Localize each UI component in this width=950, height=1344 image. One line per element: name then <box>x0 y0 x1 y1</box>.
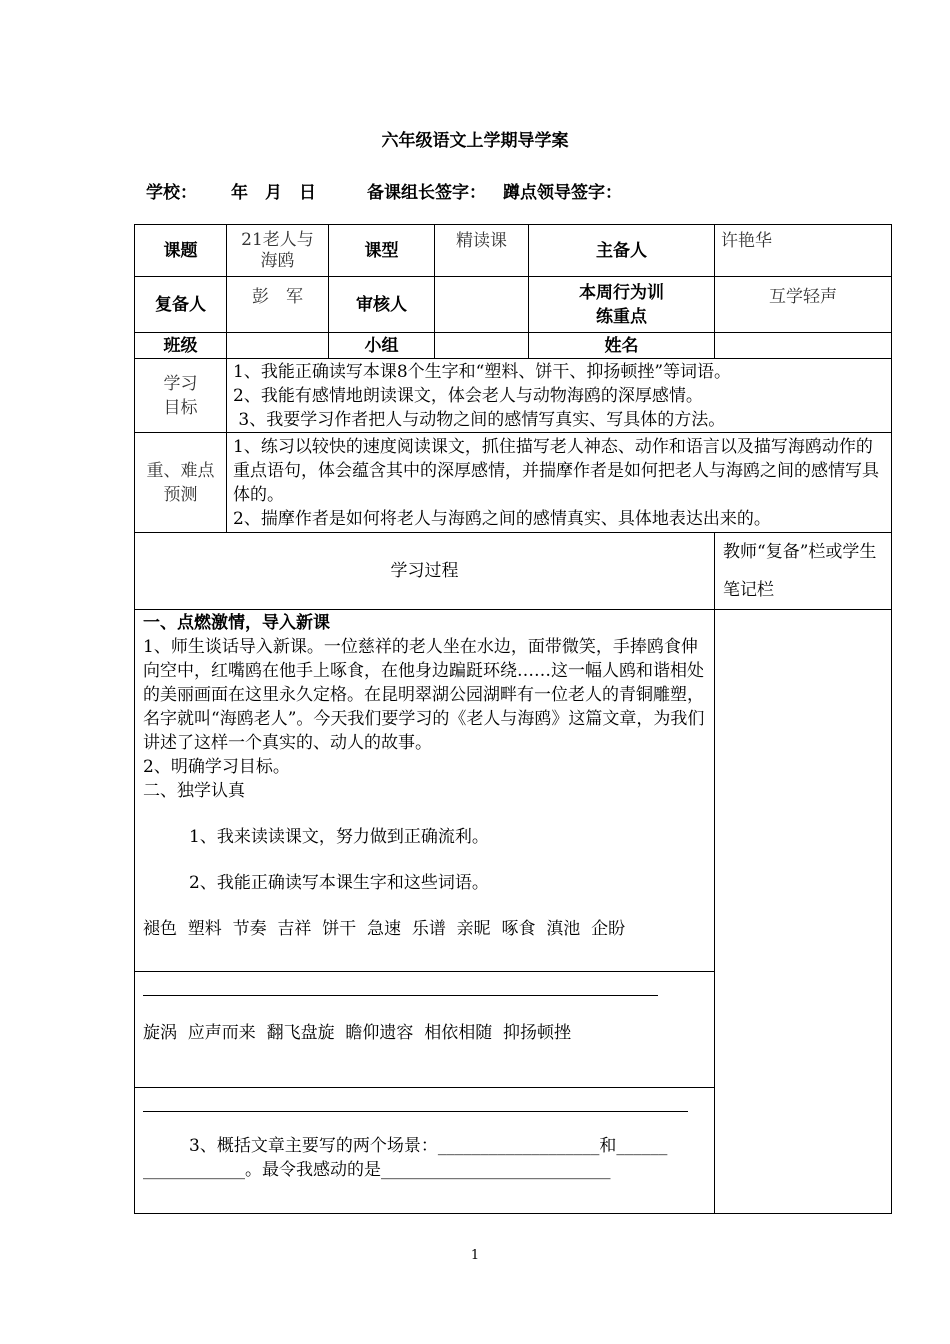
goal-item: 3、我要学习作者把人与动物之间的感情写真实、写具体的方法。 <box>233 409 726 430</box>
name-label: 姓名 <box>529 333 715 359</box>
main-preparer-value: 许艳华 <box>715 225 892 277</box>
row-topic <box>135 225 892 277</box>
task-2: 2、我能正确读写本课生字和这些词语。 <box>189 873 489 893</box>
goals-label: 学习目标 <box>135 359 227 433</box>
goal-line: 2、明确学习目标。 <box>143 757 290 777</box>
row-reviewer <box>135 277 892 333</box>
focus-item: 2、揣摩作者是如何将老人与海鸥之间的感情真实、具体地表达出来的。 <box>233 508 771 529</box>
notes-column <box>715 610 892 1214</box>
answer-line <box>135 971 715 972</box>
word-list-1: 褪色 塑料 节奏 吉祥 饼干 急速 乐谱 亲昵 啄食 滇池 企盼 <box>143 919 626 939</box>
task-3-line-2: ____________。最令我感动的是___________________________ <box>143 1160 611 1180</box>
reviewer-value: 彭 军 <box>227 277 329 333</box>
section-heading: 一、点燃激情，导入新课 <box>143 613 330 633</box>
group-leader-signature-label: 备课组长签字： <box>367 183 486 203</box>
signature-line <box>146 178 622 203</box>
row-class <box>135 333 892 359</box>
lesson-type-label: 课型 <box>329 225 435 277</box>
behavior-focus-label: 本周行为训练重点 <box>529 277 715 333</box>
answer-line <box>143 995 658 996</box>
word-list-2: 旋涡 应声而来 翻飞盘旋 瞻仰遗容 相依相随 抑扬顿挫 <box>143 1023 572 1043</box>
goal-item: 2、我能有感情地朗读课文，体会老人与动物海鸥的深厚感情。 <box>233 385 703 406</box>
main-preparer-label: 主备人 <box>529 225 715 277</box>
checker-label: 审核人 <box>329 277 435 333</box>
group-label: 小组 <box>329 333 435 359</box>
notes-header: 教师“复备”栏或学生笔记栏 <box>715 533 892 610</box>
row-focus <box>135 433 892 533</box>
focus-item: 1、练习以较快的速度阅读课文，抓住描写老人神态、动作和语言以及描写海鸥动作的重点语句，体会蕴含其中的深厚感情，并揣摩作者是如何把老人与海鸥之间的感情写具体的。 <box>233 436 879 505</box>
task-1: 1、我来读读课文，努力做到正确流利。 <box>189 827 489 847</box>
section-heading: 二、独学认真 <box>143 781 245 801</box>
topic-value: 21老人与海鸥 <box>227 225 329 277</box>
leader-signature-label: 蹲点领导签字： <box>503 183 622 203</box>
topic-label: 课题 <box>135 225 227 277</box>
row-process <box>135 610 892 1214</box>
checker-value <box>435 277 529 333</box>
lesson-plan-table <box>134 224 892 1214</box>
class-label: 班级 <box>135 333 227 359</box>
goal-item: 1、我能正确读写本课8个生字和“塑料、饼干、抑扬顿挫”等词语。 <box>233 361 732 382</box>
answer-line <box>135 1087 715 1088</box>
process-content <box>135 610 715 1214</box>
date-label: 年 月 日 <box>231 183 316 203</box>
row-process-header <box>135 533 892 610</box>
class-value <box>227 333 329 359</box>
task-3-line-1: 3、概括文章主要写的两个场景：___________________和______ <box>189 1136 668 1156</box>
school-label: 学校： <box>146 183 197 203</box>
row-goals <box>135 359 892 433</box>
name-value <box>715 333 892 359</box>
focus-content <box>227 433 892 533</box>
page-number: 1 <box>470 1248 480 1263</box>
behavior-focus-value: 互学轻声 <box>715 277 892 333</box>
focus-label: 重、难点预测 <box>135 433 227 533</box>
document-title: 六年级语文上学期导学案 <box>381 131 569 151</box>
answer-line <box>143 1111 688 1112</box>
goals-content <box>227 359 892 433</box>
group-value <box>435 333 529 359</box>
intro-paragraph: 1、师生谈话导入新课。一位慈祥的老人坐在水边，面带微笑，手捧鸥食伸向空中，红嘴鸥在他手上啄食，在他身边蹁跹环绕……这一幅人鸥和谐相处的美丽画面在这里永久定格。在昆明翠湖公园湖畔有一位老人的青铜雕塑，名字就叫“海鸥老人”。今天我们要学习的《老人与海鸥》这篇文章，为我们讲述了这样一个真实的、动人的故事。 <box>143 637 705 753</box>
reviewer-label: 复备人 <box>135 277 227 333</box>
lesson-type-value: 精读课 <box>435 225 529 277</box>
process-header: 学习过程 <box>135 533 715 610</box>
